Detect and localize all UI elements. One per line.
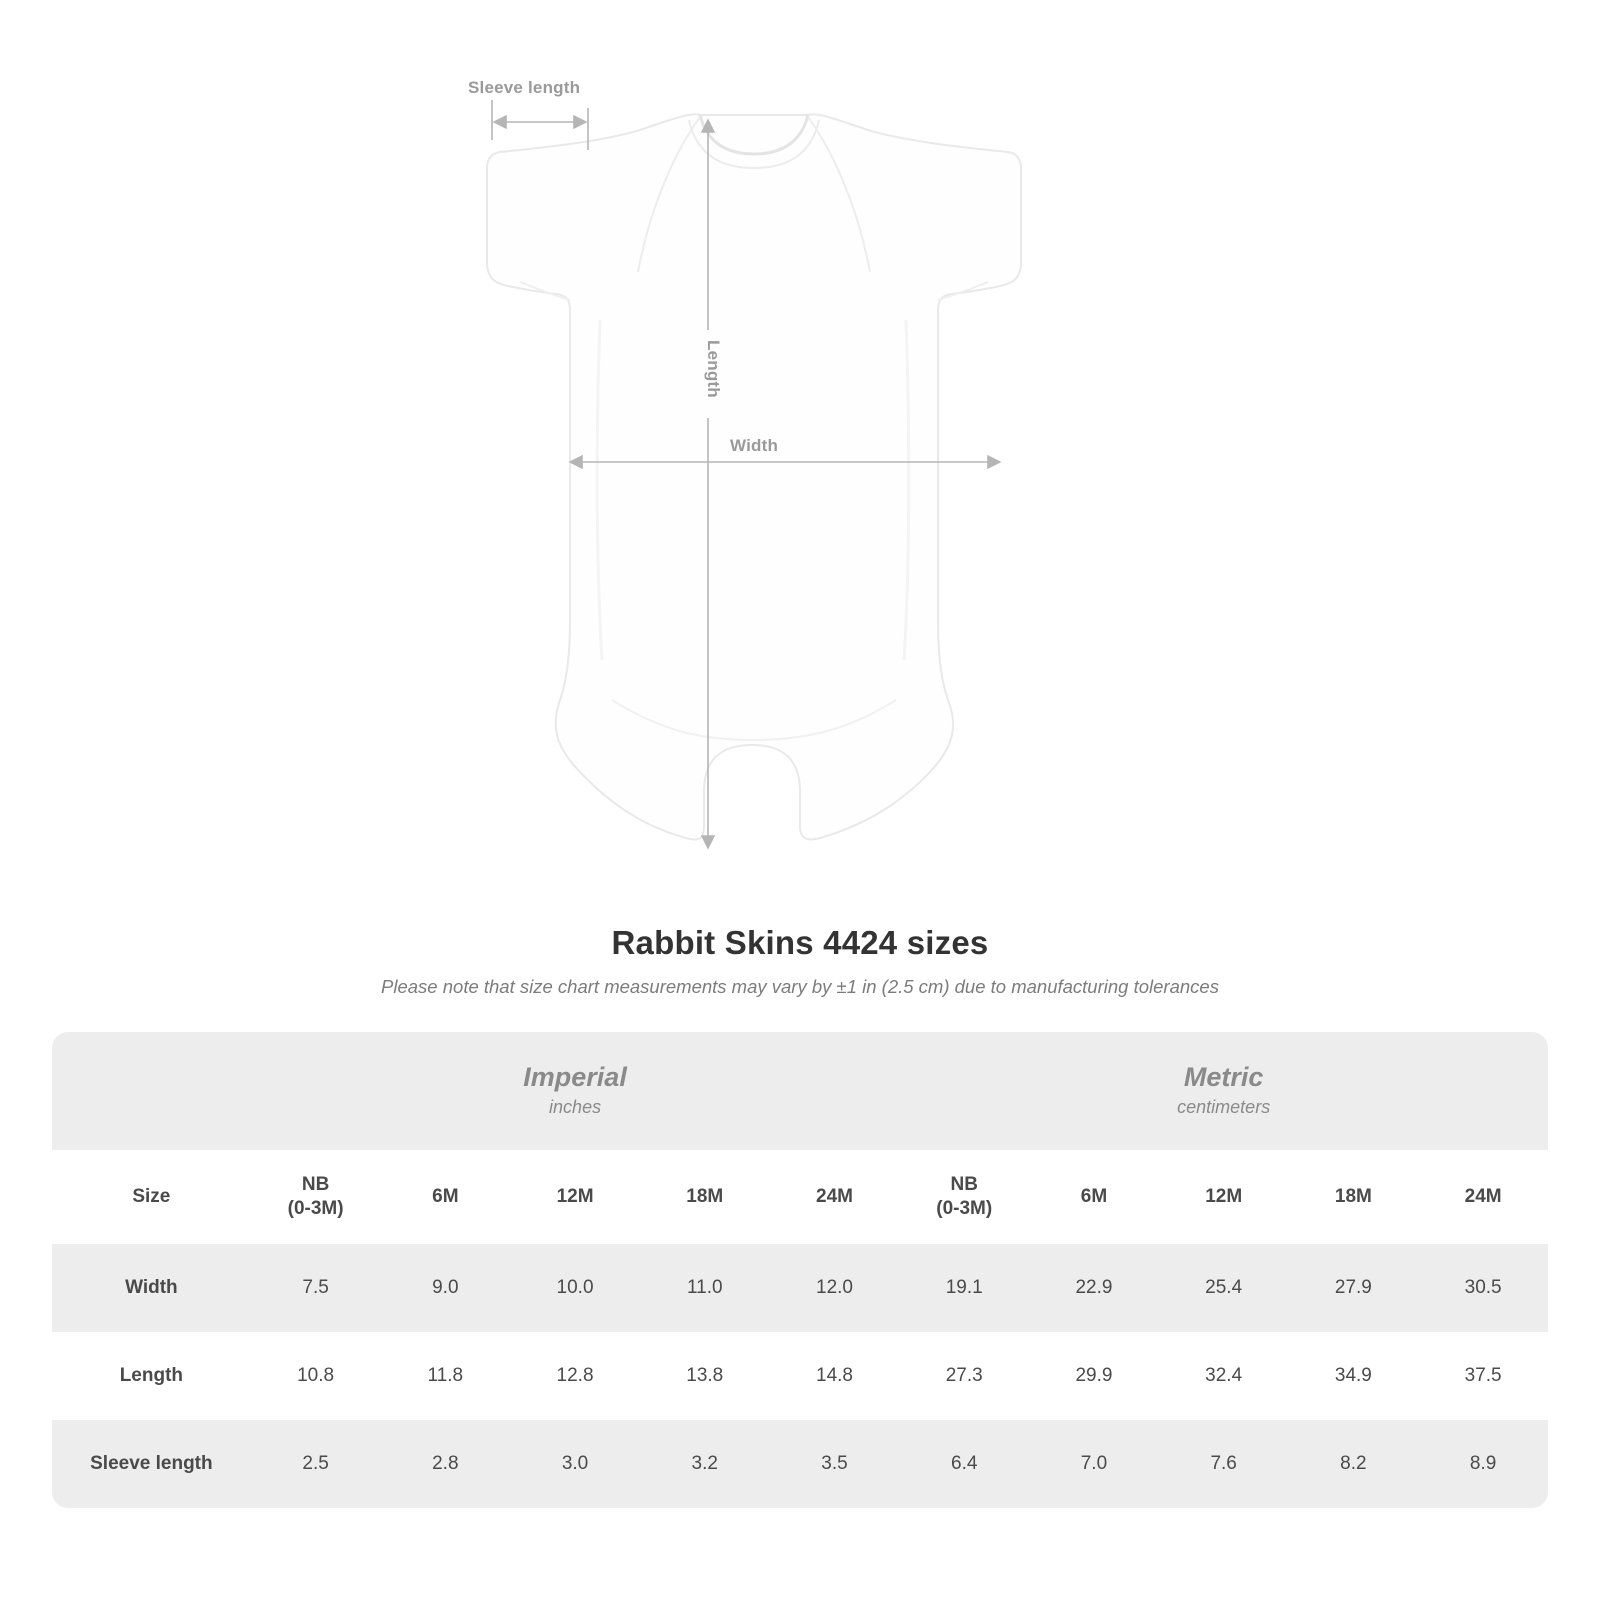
col-header-metric-6m: 6M: [1029, 1150, 1159, 1244]
cell-sleeve-imperial-12m: 3.0: [510, 1420, 640, 1508]
cell-sleeve-metric-12m: 7.6: [1159, 1420, 1289, 1508]
cell-length-imperial-18m: 13.8: [640, 1332, 770, 1420]
cell-length-metric-24m: 37.5: [1418, 1332, 1548, 1420]
col-header-line1: NB: [301, 1174, 330, 1196]
unit-imperial-sub: inches: [549, 1097, 602, 1118]
row-label-sleeve-length: Sleeve length: [52, 1420, 251, 1508]
cell-width-imperial-24m: 12.0: [770, 1244, 900, 1332]
width-label: Width: [730, 436, 779, 455]
cell-length-imperial-24m: 14.8: [770, 1332, 900, 1420]
table-row: [52, 1332, 1548, 1420]
col-header-imperial-18m: 18M: [640, 1150, 770, 1244]
cell-sleeve-imperial-6m: 2.8: [380, 1420, 510, 1508]
cell-width-metric-18m: 27.9: [1289, 1244, 1419, 1332]
row-label-width: Width: [52, 1244, 251, 1332]
col-header-imperial-24m: 24M: [770, 1150, 900, 1244]
bodysuit-shape: [487, 114, 1021, 839]
cell-length-metric-12m: 32.4: [1159, 1332, 1289, 1420]
table-row: [52, 1420, 1548, 1508]
col-header-line1: NB: [950, 1174, 978, 1196]
cell-sleeve-metric-18m: 8.2: [1289, 1420, 1419, 1508]
length-label: Length: [704, 340, 723, 398]
unit-metric-sub: centimeters: [1177, 1097, 1271, 1118]
col-header-line2: (0-3M): [936, 1198, 993, 1219]
unit-spacer: [52, 1032, 251, 1150]
cell-sleeve-imperial-18m: 3.2: [640, 1420, 770, 1508]
cell-sleeve-metric-6m: 7.0: [1029, 1420, 1159, 1508]
title-block: [0, 924, 1600, 998]
size-table-wrap: [52, 1032, 1548, 1508]
cell-width-metric-12m: 25.4: [1159, 1244, 1289, 1332]
cell-width-metric-24m: 30.5: [1418, 1244, 1548, 1332]
unit-imperial-name: Imperial: [523, 1061, 627, 1092]
col-header-metric-nb: [899, 1150, 1029, 1244]
column-header-row: [52, 1150, 1548, 1244]
col-header-metric-12m: 12M: [1159, 1150, 1289, 1244]
size-table: [52, 1032, 1548, 1508]
col-header-metric-24m: 24M: [1418, 1150, 1548, 1244]
col-header-imperial-nb: [251, 1150, 381, 1244]
cell-width-imperial-18m: 11.0: [640, 1244, 770, 1332]
size-header: Size: [52, 1150, 251, 1244]
page-title: Rabbit Skins 4424 sizes: [611, 924, 989, 961]
cell-length-imperial-12m: 12.8: [510, 1332, 640, 1420]
cell-sleeve-imperial-24m: 3.5: [770, 1420, 900, 1508]
row-label-length: Length: [52, 1332, 251, 1420]
cell-width-imperial-12m: 10.0: [510, 1244, 640, 1332]
tolerance-note: Please note that size chart measurements may vary by ±1 in (2.5 cm) due to manufacturing tolerances: [381, 976, 1219, 997]
unit-group-imperial: [251, 1032, 900, 1150]
cell-length-imperial-nb: 10.8: [251, 1332, 381, 1420]
col-header-imperial-12m: 12M: [510, 1150, 640, 1244]
cell-sleeve-metric-24m: 8.9: [1418, 1420, 1548, 1508]
cell-width-imperial-6m: 9.0: [380, 1244, 510, 1332]
cell-length-metric-6m: 29.9: [1029, 1332, 1159, 1420]
unit-metric-name: Metric: [1183, 1061, 1264, 1092]
cell-width-metric-6m: 22.9: [1029, 1244, 1159, 1332]
cell-sleeve-metric-nb: 6.4: [899, 1420, 1029, 1508]
unit-header-row: [52, 1032, 1548, 1150]
cell-length-metric-18m: 34.9: [1289, 1332, 1419, 1420]
table-row: [52, 1244, 1548, 1332]
col-header-metric-18m: 18M: [1289, 1150, 1419, 1244]
cell-sleeve-imperial-nb: 2.5: [251, 1420, 381, 1508]
cell-width-metric-nb: 19.1: [899, 1244, 1029, 1332]
col-header-imperial-6m: 6M: [380, 1150, 510, 1244]
col-header-line2: (0-3M): [287, 1198, 344, 1219]
cell-width-imperial-nb: 7.5: [251, 1244, 381, 1332]
cell-length-imperial-6m: 11.8: [380, 1332, 510, 1420]
sleeve-length-label: Sleeve length: [468, 78, 581, 97]
cell-length-metric-nb: 27.3: [899, 1332, 1029, 1420]
unit-group-metric: [899, 1032, 1548, 1150]
